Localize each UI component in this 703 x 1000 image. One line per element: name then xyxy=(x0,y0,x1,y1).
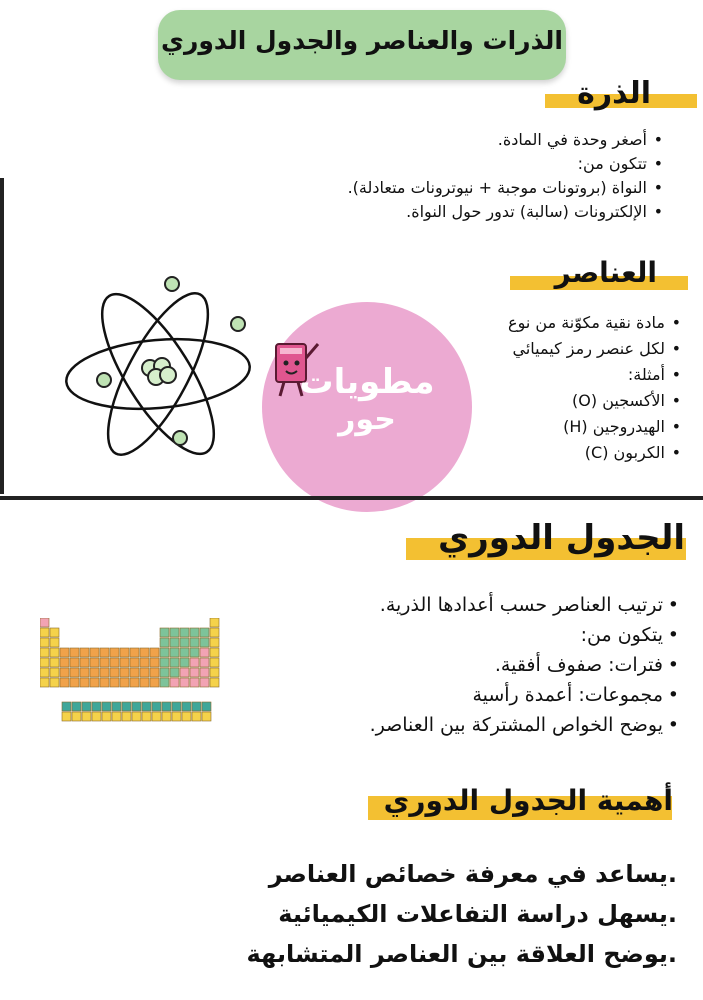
periodic-cell xyxy=(80,668,89,677)
elements-item: • الهيدروجين (H) xyxy=(441,414,681,440)
periodic-cell xyxy=(80,648,89,657)
periodic-cell xyxy=(40,628,49,637)
periodic-cell xyxy=(90,648,99,657)
periodic-cell xyxy=(150,678,159,687)
periodic-cell xyxy=(120,658,129,667)
periodic-cell xyxy=(60,668,69,677)
periodic-cell xyxy=(40,648,49,657)
periodic-cell xyxy=(180,678,189,687)
periodic-cell xyxy=(40,638,49,647)
periodic-cell xyxy=(140,658,149,667)
periodic-cell xyxy=(90,658,99,667)
periodic-cell xyxy=(210,628,219,637)
periodic-cell xyxy=(152,712,161,721)
periodic-cell xyxy=(60,678,69,687)
elements-item: • مادة نقية مكوّنة من نوع xyxy=(441,310,681,336)
periodic-cell xyxy=(40,678,49,687)
periodic-cell xyxy=(182,712,191,721)
periodic-cell xyxy=(180,648,189,657)
periodic-cell xyxy=(90,668,99,677)
electron xyxy=(97,373,111,387)
periodic-cell xyxy=(140,668,149,677)
periodic-cell xyxy=(210,648,219,657)
periodic-cell xyxy=(210,658,219,667)
electron xyxy=(165,277,179,291)
periodic-cell xyxy=(162,712,171,721)
periodic-cell xyxy=(110,678,119,687)
periodic-cell xyxy=(170,678,179,687)
periodic-cell xyxy=(82,712,91,721)
periodic-cell xyxy=(70,678,79,687)
section-divider xyxy=(0,496,703,500)
periodic-cell xyxy=(130,668,139,677)
periodic-list xyxy=(239,590,679,740)
periodic-cell xyxy=(190,658,199,667)
periodic-cell xyxy=(200,658,209,667)
periodic-cell xyxy=(200,648,209,657)
periodic-cell xyxy=(180,658,189,667)
periodic-cell xyxy=(80,678,89,687)
electron xyxy=(231,317,245,331)
periodic-cell xyxy=(70,648,79,657)
periodic-cell xyxy=(120,648,129,657)
elements-item: • الكربون (C) xyxy=(441,440,681,466)
periodic-item: • يوضح الخواص المشتركة بين العناصر. xyxy=(239,710,679,740)
periodic-cell xyxy=(110,668,119,677)
periodic-cell xyxy=(70,668,79,677)
periodic-cell xyxy=(72,712,81,721)
periodic-cell xyxy=(50,658,59,667)
periodic-cell xyxy=(40,618,49,627)
periodic-cell xyxy=(180,628,189,637)
atom-list xyxy=(63,128,663,224)
periodic-item: • يتكون من: xyxy=(239,620,679,650)
periodic-cell xyxy=(102,702,111,711)
periodic-heading: الجدول الدوري xyxy=(438,518,685,558)
periodic-cell xyxy=(40,668,49,677)
periodic-item: • مجموعات: أعمدة رأسية xyxy=(239,680,679,710)
periodic-cell xyxy=(60,658,69,667)
periodic-cell xyxy=(132,702,141,711)
periodic-cell xyxy=(60,648,69,657)
periodic-cell xyxy=(72,702,81,711)
periodic-cell xyxy=(200,668,209,677)
periodic-cell xyxy=(112,712,121,721)
periodic-cell xyxy=(190,628,199,637)
periodic-cell xyxy=(100,658,109,667)
elements-item: • الأكسجين (O) xyxy=(441,388,681,414)
periodic-cell xyxy=(170,648,179,657)
atom-heading: الذرة xyxy=(577,76,651,111)
periodic-cell xyxy=(122,702,131,711)
periodic-item: • ترتيب العناصر حسب أعدادها الذرية. xyxy=(239,590,679,620)
periodic-cell xyxy=(172,712,181,721)
periodic-item: • فترات: صفوف أفقية. xyxy=(239,650,679,680)
periodic-cell xyxy=(192,712,201,721)
periodic-cell xyxy=(160,678,169,687)
periodic-cell xyxy=(120,678,129,687)
periodic-cell xyxy=(62,702,71,711)
periodic-cell xyxy=(210,678,219,687)
atom-item: • أصغر وحدة في المادة. xyxy=(63,128,663,152)
periodic-cell xyxy=(102,712,111,721)
nucleus-particle xyxy=(160,367,176,383)
periodic-cell xyxy=(110,648,119,657)
periodic-cell xyxy=(180,638,189,647)
periodic-cell xyxy=(160,638,169,647)
periodic-cell xyxy=(62,712,71,721)
periodic-cell xyxy=(150,658,159,667)
periodic-cell xyxy=(100,678,109,687)
periodic-cell xyxy=(170,668,179,677)
periodic-cell xyxy=(142,702,151,711)
atom-illustration xyxy=(62,262,262,492)
importance-item: .يساعد في معرفة خصائص العناصر xyxy=(268,860,677,888)
atom-item: • تتكون من: xyxy=(63,152,663,176)
page-title: الذرات والعناصر والجدول الدوري xyxy=(161,26,563,55)
importance-item: .يوضح العلاقة بين العناصر المتشابهة xyxy=(246,940,677,968)
periodic-cell xyxy=(200,628,209,637)
periodic-cell xyxy=(130,658,139,667)
periodic-cell xyxy=(160,648,169,657)
periodic-cell xyxy=(150,648,159,657)
atom-item: • النواة (بروتونات موجبة + نيوترونات متعادلة). xyxy=(63,176,663,200)
watermark-text: حور xyxy=(338,402,396,437)
periodic-cell xyxy=(172,702,181,711)
periodic-cell xyxy=(132,712,141,721)
periodic-cell xyxy=(92,712,101,721)
periodic-cell xyxy=(202,712,211,721)
periodic-cell xyxy=(50,628,59,637)
periodic-cell xyxy=(80,658,89,667)
periodic-cell xyxy=(110,658,119,667)
periodic-cell xyxy=(70,658,79,667)
periodic-cell xyxy=(210,638,219,647)
watermark-text: مطويات xyxy=(299,362,435,402)
periodic-cell xyxy=(92,702,101,711)
periodic-cell xyxy=(180,668,189,677)
periodic-cell xyxy=(210,668,219,677)
electron xyxy=(173,431,187,445)
periodic-cell xyxy=(112,702,121,711)
periodic-cell xyxy=(190,668,199,677)
periodic-cell xyxy=(50,638,59,647)
importance-item: .يسهل دراسة التفاعلات الكيميائية xyxy=(278,900,677,928)
periodic-cell xyxy=(50,668,59,677)
periodic-cell xyxy=(50,678,59,687)
periodic-cell xyxy=(210,618,219,627)
periodic-table-illustration xyxy=(40,618,240,728)
elements-heading: العناصر xyxy=(554,256,657,289)
periodic-cell xyxy=(160,628,169,637)
periodic-cell xyxy=(82,702,91,711)
periodic-cell xyxy=(202,702,211,711)
periodic-cell xyxy=(140,678,149,687)
frame-edge xyxy=(0,178,4,494)
periodic-cell xyxy=(190,678,199,687)
periodic-cell xyxy=(130,678,139,687)
periodic-cell xyxy=(160,668,169,677)
periodic-cell xyxy=(160,658,169,667)
periodic-cell xyxy=(200,678,209,687)
periodic-cell xyxy=(100,668,109,677)
elements-item: • أمثلة: xyxy=(441,362,681,388)
periodic-cell xyxy=(122,712,131,721)
periodic-cell xyxy=(190,638,199,647)
periodic-cell xyxy=(142,712,151,721)
periodic-cell xyxy=(90,678,99,687)
periodic-cell xyxy=(152,702,161,711)
periodic-cell xyxy=(130,648,139,657)
periodic-cell xyxy=(40,658,49,667)
periodic-cell xyxy=(170,628,179,637)
periodic-cell xyxy=(140,648,149,657)
periodic-cell xyxy=(100,648,109,657)
periodic-cell xyxy=(150,668,159,677)
periodic-cell xyxy=(192,702,201,711)
importance-heading: أهمية الجدول الدوري xyxy=(383,784,673,817)
periodic-cell xyxy=(200,638,209,647)
periodic-cell xyxy=(190,648,199,657)
atom-item: • الإلكترونات (سالبة) تدور حول النواة. xyxy=(63,200,663,224)
elements-item: • لكل عنصر رمز كيميائي xyxy=(441,336,681,362)
periodic-cell xyxy=(162,702,171,711)
periodic-cell xyxy=(170,658,179,667)
periodic-cell xyxy=(120,668,129,677)
periodic-cell xyxy=(182,702,191,711)
elements-list xyxy=(441,310,681,466)
periodic-cell xyxy=(170,638,179,647)
periodic-cell xyxy=(50,648,59,657)
